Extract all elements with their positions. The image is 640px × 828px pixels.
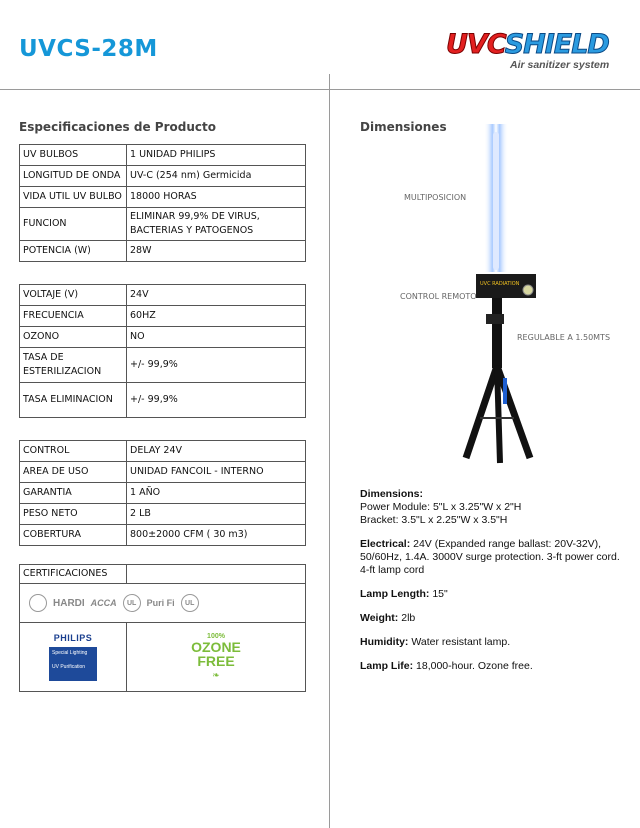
philips-logo: PHILIPS Special Lighting UV Purification	[49, 633, 97, 681]
spec-label: Dimensions:	[360, 488, 424, 500]
spec-text: 2lb	[398, 612, 416, 624]
spec-value: 24V	[127, 285, 306, 306]
spec-row	[20, 504, 306, 525]
spec-block	[360, 636, 630, 649]
callout-control-remoto: CONTROL REMOTO	[400, 292, 477, 301]
spec-key: TASA DE ESTERILIZACION	[20, 348, 127, 383]
spec-row	[20, 208, 306, 241]
spec-block	[360, 660, 630, 673]
cert-table	[19, 564, 306, 692]
spec-row	[20, 462, 306, 483]
spec-row	[20, 441, 306, 462]
spec-value: 28W	[127, 241, 306, 262]
spec-block	[360, 588, 630, 601]
column-divider	[329, 74, 330, 828]
spec-key: PESO NETO	[20, 504, 127, 525]
model-title: UVCS-28M	[19, 36, 158, 62]
spec-label: Lamp Life:	[360, 660, 414, 672]
spec-row	[20, 166, 306, 187]
spec-key: AREA DE USO	[20, 462, 127, 483]
spec-row	[20, 525, 306, 546]
callout-regulable: REGULABLE A 1.50MTS	[517, 333, 611, 342]
spec-text: 18,000-hour. Ozone free.	[413, 660, 533, 672]
header-divider	[0, 89, 640, 90]
product-label: UVC RADIATION	[480, 281, 520, 287]
purifi-logo: Puri Fi	[146, 598, 175, 608]
logo-uvc: UVC	[446, 29, 505, 60]
spec-table-3	[19, 440, 306, 546]
spec-key: FRECUENCIA	[20, 306, 127, 327]
spec-key: FUNCION	[20, 208, 127, 241]
ul-classified-icon: UL	[123, 594, 141, 612]
hardi-seal-icon	[29, 594, 47, 612]
hardi-logo: HARDI	[53, 597, 85, 609]
spec-line: Bracket: 3.5"L x 2.25"W x 3.5"H	[360, 514, 508, 526]
spec-value: DELAY 24V	[127, 441, 306, 462]
dimension-specs	[360, 488, 630, 684]
spec-label: Electrical:	[360, 538, 411, 550]
spec-line: Power Module: 5"L x 3.25"W x 2"H	[360, 501, 522, 513]
spec-key: VIDA UTIL UV BULBO	[20, 187, 127, 208]
spec-key: CONTROL	[20, 441, 127, 462]
spec-block	[360, 488, 630, 527]
spec-text: 15"	[429, 588, 448, 600]
spec-value: 1 AÑO	[127, 483, 306, 504]
spec-key: COBERTURA	[20, 525, 127, 546]
cert-logos	[23, 594, 302, 612]
spec-value: UNIDAD FANCOIL - INTERNO	[127, 462, 306, 483]
spec-key: LONGITUD DE ONDA	[20, 166, 127, 187]
spec-value: UV-C (254 nm) Germicida	[127, 166, 306, 187]
spec-value: 60HZ	[127, 306, 306, 327]
spec-value: +/- 99,9%	[127, 348, 306, 383]
spec-row	[20, 285, 306, 306]
spec-value: NO	[127, 327, 306, 348]
spec-row	[20, 145, 306, 166]
spec-row	[20, 483, 306, 504]
spec-text: 24V (Expanded range ballast: 20V-32V), 50/60Hz, 1.4A. 3000V surge protection. 3-ft power cord. 4-ft lamp cord	[360, 538, 620, 576]
spec-value: ELIMINAR 99,9% DE VIRUS, BACTERIAS Y PATOGENOS	[127, 208, 306, 241]
spec-text: Water resistant lamp.	[408, 636, 511, 648]
spec-value: 800±2000 CFM ( 30 m3)	[127, 525, 306, 546]
spec-label: Lamp Length:	[360, 588, 430, 600]
logo-shield: SHIELD	[504, 29, 609, 60]
spec-key: OZONO	[20, 327, 127, 348]
spec-key: VOLTAJE (V)	[20, 285, 127, 306]
spec-block	[360, 538, 630, 577]
spec-label: Weight:	[360, 612, 399, 624]
spec-row	[20, 306, 306, 327]
spec-table-1	[19, 144, 306, 262]
spec-label: Humidity:	[360, 636, 409, 648]
spec-title: Especificaciones de Producto	[19, 120, 216, 134]
callout-multiposicion: MULTIPOSICION	[404, 193, 467, 202]
spec-block	[360, 612, 630, 625]
logo-tagline: Air sanitizer system	[510, 59, 610, 71]
spec-key: TASA ELIMINACION	[20, 383, 127, 418]
spec-row	[20, 187, 306, 208]
cert-label: CERTIFICACIONES	[20, 565, 127, 584]
remote-sensor-icon	[523, 285, 533, 295]
dimensions-title: Dimensiones	[360, 120, 447, 134]
spec-row	[20, 241, 306, 262]
spec-value: +/- 99,9%	[127, 383, 306, 418]
spec-value: 2 LB	[127, 504, 306, 525]
spec-key: GARANTIA	[20, 483, 127, 504]
ozone-free-badge: 100% OZONE FREE ❧	[130, 633, 302, 682]
ul-listed-icon: UL	[181, 594, 199, 612]
spec-value: 18000 HORAS	[127, 187, 306, 208]
leaf-icon: ❧	[212, 669, 220, 680]
spec-row	[20, 327, 306, 348]
acca-logo: ACCA	[90, 598, 117, 608]
spec-key: UV BULBOS	[20, 145, 127, 166]
uvcshield-logo	[446, 30, 622, 76]
spec-row	[20, 383, 306, 418]
spec-value: 1 UNIDAD PHILIPS	[127, 145, 306, 166]
spec-key: POTENCIA (W)	[20, 241, 127, 262]
spec-table-2	[19, 284, 306, 418]
spec-row	[20, 348, 306, 383]
